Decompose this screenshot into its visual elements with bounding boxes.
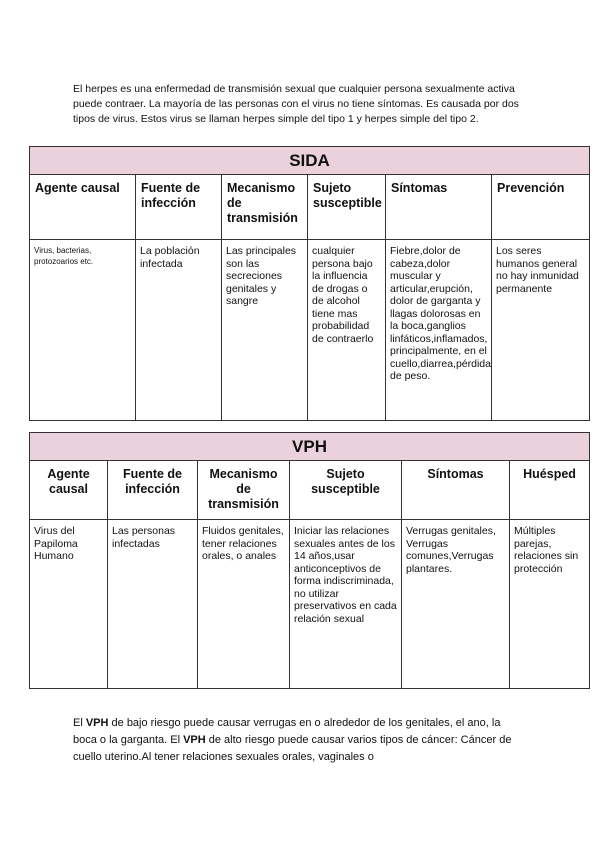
sida-header-sujeto: Sujeto susceptible <box>308 175 386 240</box>
vph-cell-sujeto: Iniciar las relaciones sexuales antes de los 14 años,usar anticonceptivos de forma indiscriminada, no utilizar preservativos en cada relación sexual <box>290 520 402 689</box>
sida-cell-sujeto: cualquier persona bajo la influencia de drogas o de alcohol tiene mas probabilidad de contraerlo <box>308 240 386 421</box>
vph-header-huesped: Huésped <box>510 461 590 520</box>
outro-text-3: de alto riesgo puede causar varios tipos de cáncer: Cáncer de cuello uterino.Al tener relaciones sexuales orales, vaginales o <box>73 734 512 763</box>
vph-header-sintomas: Síntomas <box>402 461 510 520</box>
sida-cell-prevencion: Los seres humanos general no hay inmunidad permanente <box>492 240 590 421</box>
vph-cell-agente: Virus del Papiloma Humano <box>30 520 108 689</box>
intro-paragraph: El herpes es una enfermedad de transmisión sexual que cualquier persona sexualmente activa puede contraer. La mayoría de las personas con el virus no tiene síntomas. Es causada por dos tipos de virus. Estos virus se llaman herpes simple del tipo 1 y herpes simple del tipo 2. <box>73 82 519 125</box>
sida-cell-agente: Virus, bacterias, protozoarios etc. <box>30 240 136 421</box>
outro-text-1: El <box>73 717 86 729</box>
sida-header-sintomas: Síntomas <box>386 175 492 240</box>
outro-text-2: de bajo riesgo puede causar verrugas en o alrededor de los genitales, el ano, la boca o la garganta. El <box>73 717 501 746</box>
vph-cell-mecanismo: Fluidos genitales, tener relaciones orales, o anales <box>198 520 290 689</box>
outro-paragraph <box>73 715 523 766</box>
vph-header-fuente: Fuente de infección <box>108 461 198 520</box>
vph-header-sujeto: Sujeto susceptible <box>290 461 402 520</box>
vph-table <box>29 432 590 689</box>
sida-table <box>29 146 590 421</box>
vph-cell-sintomas: Verrugas genitales, Verrugas comunes,Verrugas plantares. <box>402 520 510 689</box>
outro-vph-2: VPH <box>183 734 206 746</box>
vph-header-mecanismo: Mecanismo de transmisión <box>198 461 290 520</box>
sida-cell-sintomas: Fiebre,dolor de cabeza,dolor muscular y articular,erupción, dolor de garganta y llagas dolorosas en la boca,ganglios linfáticos,inflamados, principalmente, en el cuello,diarrea,pérdida de peso. <box>386 240 492 421</box>
vph-title: VPH <box>30 433 590 461</box>
sida-cell-mecanismo: Las principales son las secreciones genitales y sangre <box>222 240 308 421</box>
sida-header-mecanismo: Mecanismo de transmisión <box>222 175 308 240</box>
sida-header-fuente: Fuente de infección <box>136 175 222 240</box>
sida-header-prevencion: Prevención <box>492 175 590 240</box>
sida-header-agente: Agente causal <box>30 175 136 240</box>
sida-cell-fuente: La población infectada <box>136 240 222 421</box>
outro-vph-1: VPH <box>85 717 109 729</box>
vph-cell-fuente: Las personas infectadas <box>108 520 198 689</box>
vph-header-agente: Agente causal <box>30 461 108 520</box>
sida-title: SIDA <box>30 147 590 175</box>
vph-cell-huesped: Múltiples parejas, relaciones sin protección <box>510 520 590 689</box>
